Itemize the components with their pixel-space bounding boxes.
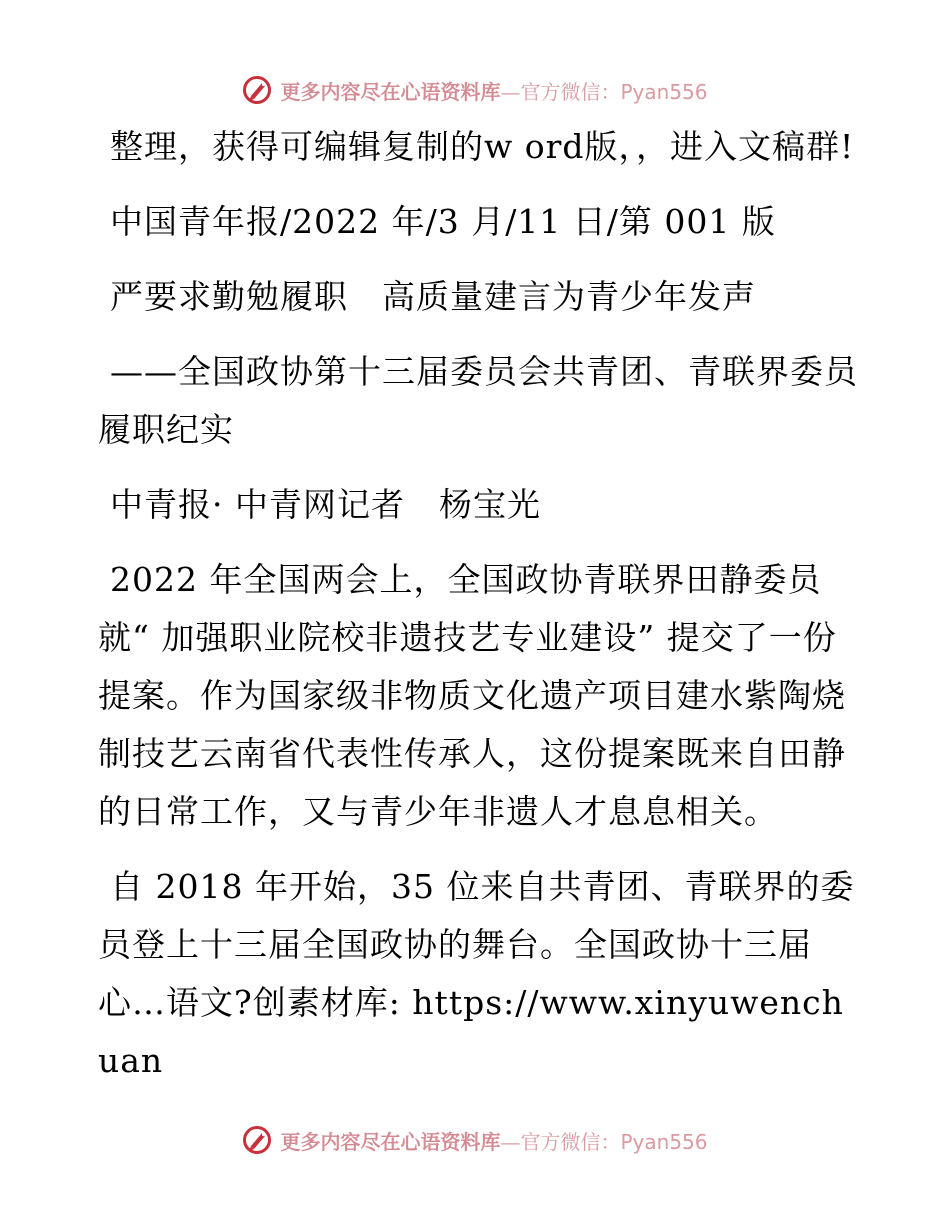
article-headline: 严要求勤勉履职 高质量建言为青少年发声 (110, 277, 756, 316)
watermark-separator: — (500, 1129, 521, 1154)
watermark-official: 官方微信： (520, 79, 621, 104)
body-paragraph: 自 2018 年开始，35 位来自共青团、青联界的委员登上十三届全国政协的舞台。全国政协十三届心…语文?创素材库: https://www.xinyuwenchuan (98, 867, 855, 1080)
pen-logo-icon (242, 75, 272, 105)
footer-watermark (0, 1120, 950, 1160)
intro-paragraph: 整理，获得可编辑复制的w ord版，，进入文稿群! (110, 127, 855, 166)
article-subheadline: ——全国政协第十三届委员会共青团、青联界委员履职纪实 (98, 352, 858, 449)
document-body (98, 118, 858, 1107)
watermark-separator: — (500, 79, 521, 104)
watermark-wechat-id: Pyan556 (620, 1129, 708, 1154)
watermark-wechat-id: Pyan556 (620, 79, 708, 104)
watermark-official: 官方微信： (520, 1129, 621, 1154)
body-paragraph: 2022 年全国两会上，全国政协青联界田静委员就“ 加强职业院校非遗技艺专业建设” 提交了一份提案。作为国家级非物质文化遗产项目建水紫陶烧制技艺云南省代表性传承人，这份提案既来自田静的日常工作，又与青少年非遗人才息息相关。 (98, 560, 846, 831)
watermark-brand: 更多内容尽在心语资料库 (280, 1129, 501, 1154)
watermark-text (280, 1126, 707, 1155)
source-line: 中国青年报/2022 年/3 月/11 日/第 001 版 (110, 202, 776, 241)
watermark-text (280, 76, 707, 105)
pen-logo-icon (242, 1125, 272, 1155)
header-watermark (0, 70, 950, 110)
byline: 中青报· 中青网记者 杨宝光 (110, 485, 541, 524)
watermark-brand: 更多内容尽在心语资料库 (280, 79, 501, 104)
